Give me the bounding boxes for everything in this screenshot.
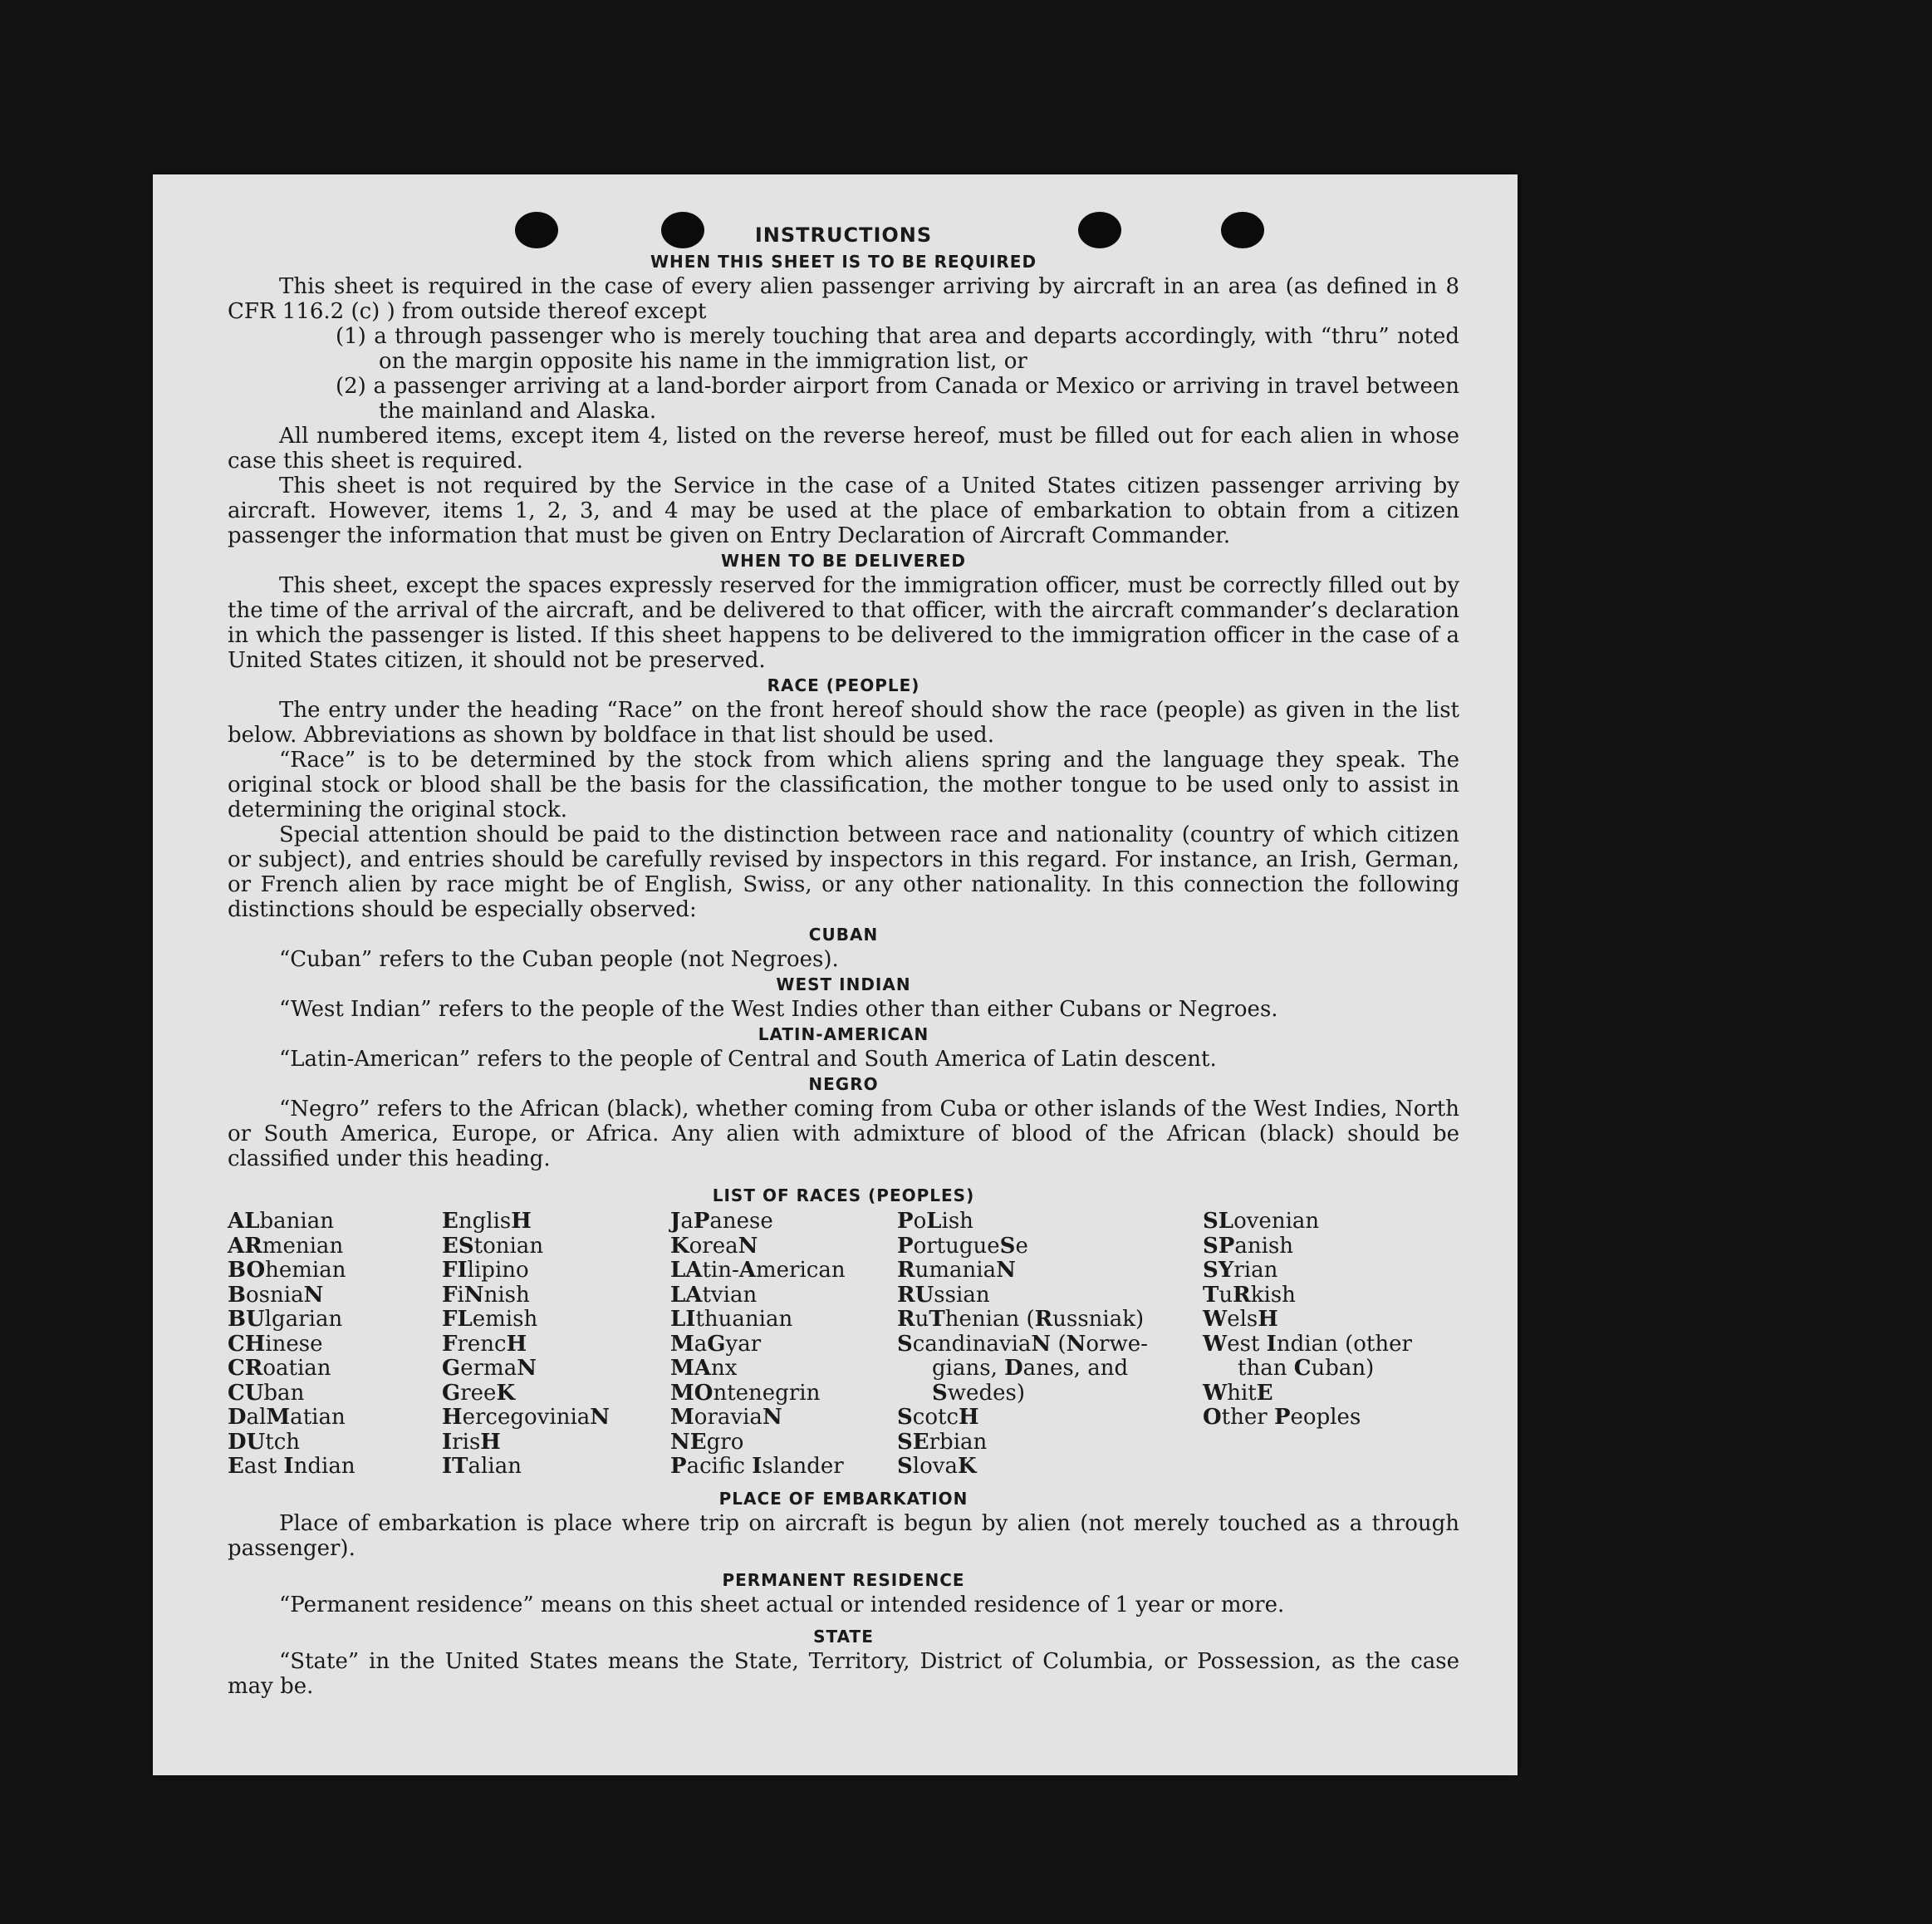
race-entry: ARmenian (228, 1233, 344, 1259)
list-item: (1) a through passenger who is merely touching that area and departs accordingly, with “thru” noted on the margin opposite his name in the immigration list, or (336, 324, 1459, 374)
section-heading-cuban: CUBAN (808, 925, 879, 945)
race-entry: Swedes) (932, 1380, 1025, 1406)
section-heading-residence: PERMANENT RESIDENCE (722, 1569, 965, 1590)
race-entry: BosniaN (228, 1282, 324, 1308)
race-entry: KoreaN (670, 1233, 758, 1259)
race-entry: Pacifc Islander (670, 1454, 844, 1479)
race-entry: SLovenian (1203, 1209, 1320, 1234)
race-entry: SlovaK (897, 1454, 977, 1479)
race-entry: SErbian (897, 1429, 988, 1455)
race-entry: RuThenian (Russniak) (897, 1307, 1145, 1332)
race-entry: DUtch (228, 1429, 300, 1455)
section-heading-required: WHEN THIS SHEET IS TO BE REQUIRED (650, 252, 1037, 272)
race-entry: ITalian (442, 1454, 522, 1479)
definition-text: “Cuban” refers to the Cuban people (not Negroes). (279, 947, 839, 972)
race-entry: BOhemian (228, 1258, 346, 1283)
race-entry: WelsH (1203, 1307, 1278, 1332)
race-entry: LIthuanian (670, 1307, 793, 1332)
race-entry: BUlgarian (228, 1307, 343, 1332)
race-entry: RumaniaN (897, 1258, 1016, 1283)
race-entry: MOntenegrin (670, 1380, 821, 1406)
race-entry: MaGyar (670, 1331, 762, 1357)
paragraph: “Race” is to be determined by the stock from which aliens spring and the language they speak. The original stock or blood shall be the basis for the classification, the mother tongue to be used only to assist in determining the original stock. (228, 748, 1459, 822)
section-heading-state: STATE (813, 1626, 874, 1647)
paragraph: This sheet is not required by the Service in the case of a United States citizen passenger arriving by aircraft. However, items 1, 2, 3, and 4 may be used at the place of embarkation to obtain from a citizen passenger the information that must be given on Entry Declaration of Aircraft Commander. (228, 474, 1459, 548)
race-entry: JaPanese (670, 1209, 773, 1234)
section-heading-delivered: WHEN TO BE DELIVERED (721, 551, 966, 571)
paragraph: The entry under the heading “Race” on the front hereof should show the race (people) as given in the list below. Abbreviations as shown by boldface in that list should be used. (228, 698, 1459, 748)
race-entry: WhitE (1203, 1380, 1273, 1406)
race-entry: TuRkish (1203, 1282, 1296, 1308)
race-entry: IrisH (442, 1429, 501, 1455)
race-entry: LAtvian (670, 1282, 758, 1308)
race-entry: ScandinaviaN (Norwe- (897, 1331, 1148, 1357)
paragraph: “Permanent residence” means on this sheet actual or intended residence of 1 year or more. (279, 1592, 1285, 1617)
race-entry: FrencH (442, 1331, 527, 1357)
paragraph: Special attention should be paid to the distinction between race and nationality (country of which citizen or subject), and entries should be carefully revised by inspectors in this regard. For instance, an Irish, German, or French alien by race might be of English, Swiss, or any other nationality. In this connection the following distinctions should be especially observed: (228, 822, 1459, 922)
section-heading-race: RACE (PEOPLE) (767, 675, 920, 695)
race-entry: ALbanian (228, 1209, 334, 1234)
race-entry: East Indian (228, 1454, 356, 1479)
race-entry: MoraviaN (670, 1405, 782, 1430)
race-entry: ScotcH (897, 1405, 979, 1430)
race-entry: NEgro (670, 1429, 744, 1455)
race-entry: FLemish (442, 1307, 538, 1332)
document-content (228, 221, 1459, 1699)
race-entry: gians, Danes, and (932, 1356, 1129, 1381)
definition-text: “Negro” refers to the African (black), whether coming from Cuba or other islands of the West Indies, North or South America, Europe, or Africa. Any alien with admixture of blood of the African (black) should be classified under this heading. (228, 1097, 1459, 1171)
page-title: INSTRUCTIONS (754, 223, 933, 247)
section-heading-embarkation: PLACE OF EMBARKATION (718, 1488, 968, 1509)
races-column (228, 1210, 442, 1480)
race-entry: CHinese (228, 1331, 323, 1357)
race-entry: RUssian (897, 1282, 990, 1308)
races-column (442, 1210, 670, 1480)
race-entry: PortugueSe (897, 1233, 1028, 1259)
paragraph: Place of embarkation is place where trip on aircraft is begun by alien (not merely touched as a through passenger). (228, 1510, 1459, 1561)
paragraph: “State” in the United States means the State, Territory, District of Columbia, or Possession, as the case may be. (228, 1648, 1459, 1699)
section-heading-latin-american: LATIN-AMERICAN (758, 1024, 929, 1044)
paragraph: All numbered items, except item 4, listed on the reverse hereof, must be filled out for each alien in whose case this sheet is required. (228, 424, 1459, 474)
race-entry: FIlipino (442, 1258, 529, 1283)
races-column (670, 1210, 897, 1480)
race-entry: DalMatian (228, 1405, 346, 1430)
race-entry: EStonian (442, 1233, 544, 1259)
races-column (897, 1210, 1203, 1480)
race-entry: EnglisH (442, 1209, 532, 1234)
list-item: (2) a passenger arriving at a land-border airport from Canada or Mexico or arriving in travel between the mainland and Alaska. (336, 374, 1459, 424)
race-entry: MAnx (670, 1356, 738, 1381)
document-sheet (153, 174, 1518, 1775)
paragraph: This sheet is required in the case of every alien passenger arriving by aircraft in an area (as defined in 8 CFR 116.2 (c) ) from outside thereof except (228, 274, 1459, 324)
race-entry: CUban (228, 1380, 305, 1406)
race-entry: GreeK (442, 1380, 516, 1406)
race-entry: LAtin-American (670, 1258, 846, 1283)
section-heading-negro: NEGRO (808, 1074, 879, 1094)
races-list (228, 1210, 1459, 1480)
paragraph: This sheet, except the spaces expressly reserved for the immigration officer, must be correctly filled out by the time of the arrival of the aircraft, and be delivered to that officer, with the aircraft commander’s declaration in which the passenger is listed. If this sheet happens to be delivered to the immigration officer in the case of a United States citizen, it should not be preserved. (228, 573, 1459, 673)
race-entry: West Indian (other (1203, 1331, 1412, 1357)
definition-text: “West Indian” refers to the people of the West Indies other than either Cubans or Negroes. (279, 997, 1278, 1022)
definition-text: “Latin-American” refers to the people of Central and South America of Latin descent. (279, 1047, 1217, 1072)
race-entry: CRoatian (228, 1356, 331, 1381)
race-entry: PoLish (897, 1209, 973, 1234)
race-entry: SPanish (1203, 1233, 1294, 1259)
section-heading-races-list: LIST OF RACES (PEOPLES) (712, 1185, 975, 1205)
race-entry: SYrian (1203, 1258, 1278, 1283)
race-entry: Other Peoples (1203, 1405, 1361, 1430)
race-entry: GermaN (442, 1356, 537, 1381)
section-heading-west-indian: WEST INDIAN (776, 974, 911, 994)
race-entry: HercegoviniaN (442, 1405, 610, 1430)
races-column (1203, 1210, 1444, 1480)
race-entry: than Cuban) (1238, 1356, 1375, 1381)
race-entry: FiNnish (442, 1282, 530, 1308)
